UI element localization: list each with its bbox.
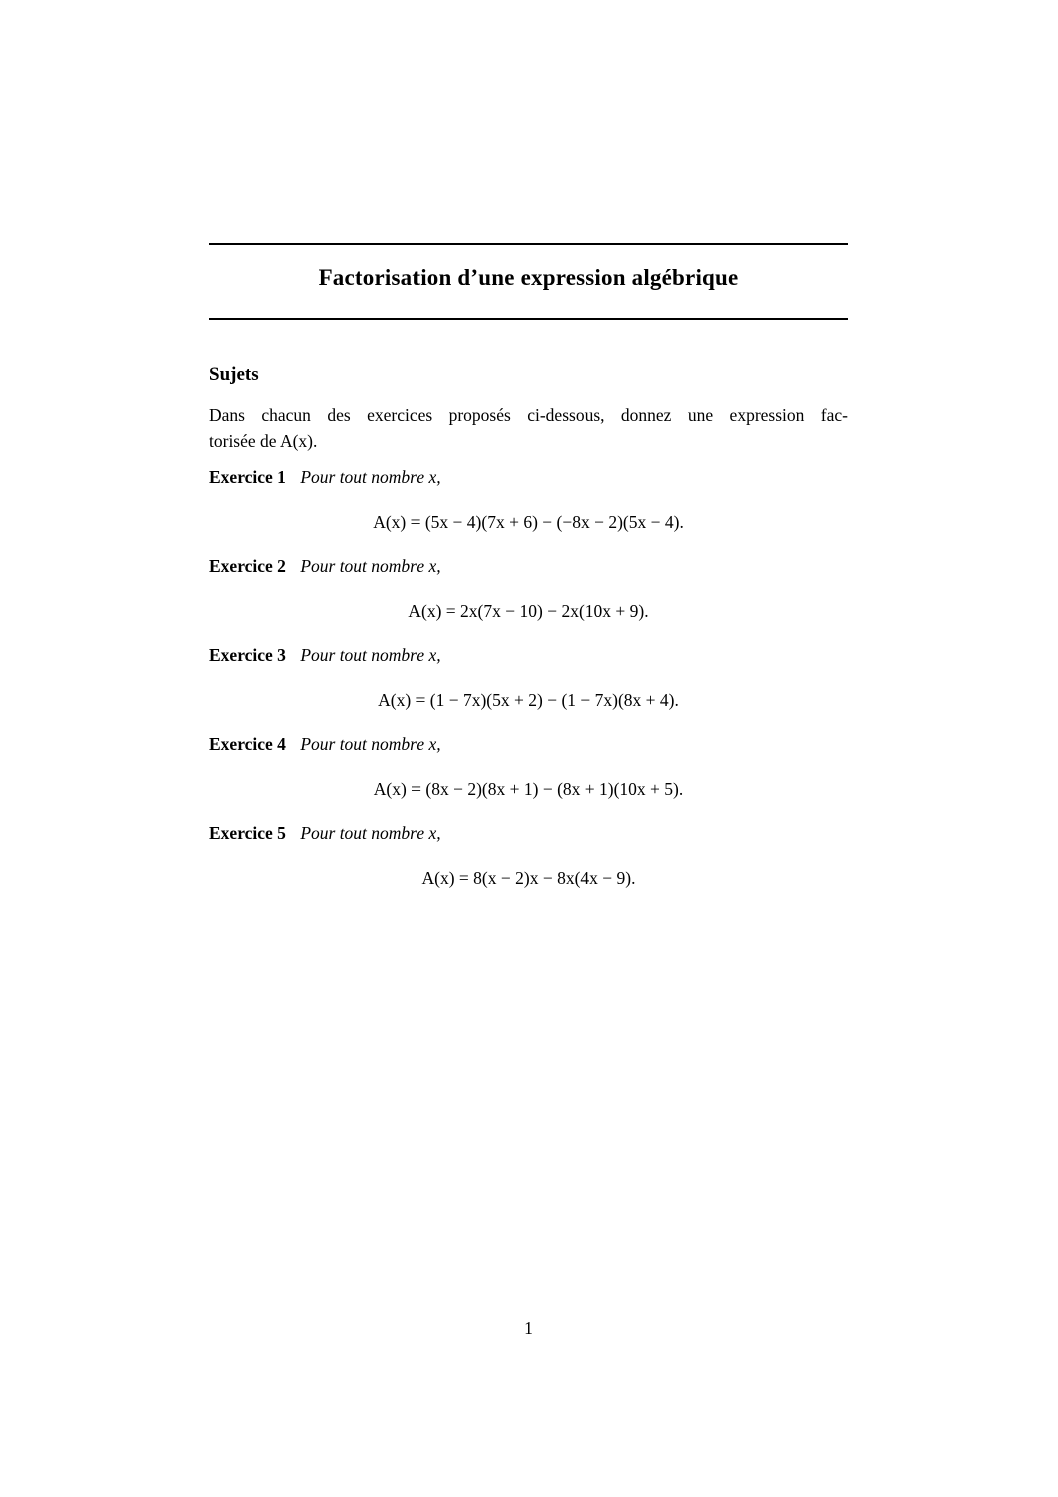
title-rule-bottom [209,318,848,320]
exercise-2-heading [209,556,441,577]
exercise-3-statement: Pour tout nombre x, [300,645,441,665]
exercise-1-statement: Pour tout nombre x, [300,467,441,487]
document-title: Factorisation d’une expression algébrique [318,265,739,290]
exercise-5-statement: Pour tout nombre x, [300,823,441,843]
exercise-5-formula: A(x) = 8(x − 2)x − 8x(4x − 9). [421,868,636,888]
exercise-1-heading [209,467,441,488]
exercise-3-formula: A(x) = (1 − 7x)(5x + 2) − (1 − 7x)(8x + 4). [378,690,679,710]
exercise-1-formula: A(x) = (5x − 4)(7x + 6) − (−8x − 2)(5x − 4). [373,512,684,532]
exercise-2-label: Exercice 2 [209,556,286,576]
title-rule-top [209,243,848,245]
exercise-3-label: Exercice 3 [209,645,286,665]
exercise-4-label: Exercice 4 [209,734,286,754]
exercise-5-label: Exercice 5 [209,823,286,843]
intro-line-1: Dans chacun des exercices proposés ci-dessous, donnez une expression fac- [209,405,848,425]
exercise-2-formula: A(x) = 2x(7x − 10) − 2x(10x + 9). [408,601,649,621]
intro-line-2: torisée de A(x). [209,431,318,451]
page-number: 1 [524,1318,533,1338]
exercise-4-formula: A(x) = (8x − 2)(8x + 1) − (8x + 1)(10x + 5). [373,779,684,799]
exercise-4-statement: Pour tout nombre x, [300,734,441,754]
exercise-2-statement: Pour tout nombre x, [300,556,441,576]
exercise-4-heading [209,734,441,755]
exercise-1-label: Exercice 1 [209,467,286,487]
section-heading: Sujets [209,364,259,385]
exercise-3-heading [209,645,441,666]
intro-paragraph [209,402,848,454]
exercise-5-heading [209,823,441,844]
